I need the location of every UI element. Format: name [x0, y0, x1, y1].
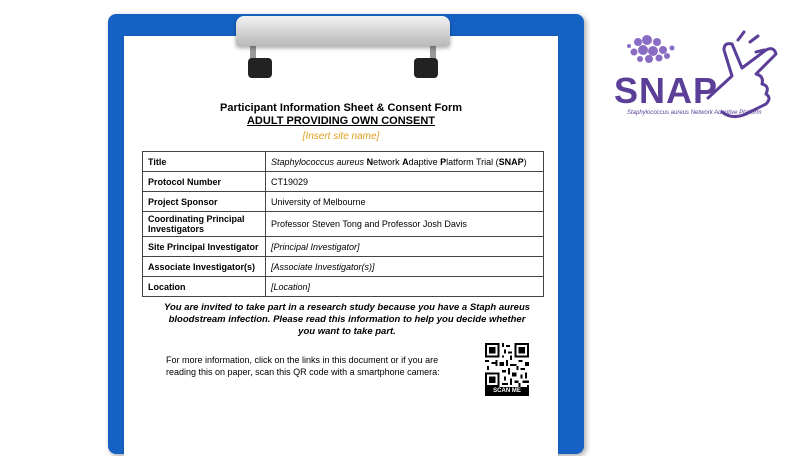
- title-fragment: etwork: [373, 156, 403, 167]
- row-value: CT19029: [266, 172, 544, 192]
- clip-right-foot: [414, 58, 438, 78]
- table-row: [143, 152, 544, 172]
- snap-logo-text: SNAP: [614, 70, 719, 111]
- more-info-text: For more information, click on the links in this document or if you are reading this on paper, scan this QR code with a smartphone camera:: [166, 355, 440, 377]
- title-fragment: ): [523, 156, 527, 167]
- table-row: [143, 172, 544, 192]
- title-fragment: N: [366, 156, 374, 167]
- form-heading: Participant Information Sheet & Consent Form: [219, 102, 463, 114]
- title-fragment: daptive: [408, 156, 441, 167]
- table-row: [143, 257, 544, 277]
- title-fragment: A: [402, 156, 409, 167]
- title-fragment: latform Trial (: [446, 156, 499, 167]
- row-label: Location: [143, 277, 266, 297]
- row-value: [Principal Investigator]: [266, 237, 544, 257]
- snap-logo-tagline: Staphylococcus aureus Network Adaptive Platform: [627, 110, 762, 116]
- table-row: [143, 277, 544, 297]
- row-value: [Associate Investigator(s)]: [266, 257, 544, 277]
- invitation-text: You are invited to take part in a research study because you have a Staph aureus bloodstream infection. Please read this information to help you decide whether you want to take part.: [163, 302, 531, 337]
- row-label: Site Principal Investigator: [143, 237, 266, 257]
- title-fragment: Staphylococcus aureus: [271, 156, 365, 167]
- row-label: Coordinating Principal Investigators: [143, 212, 266, 237]
- table-row: [143, 192, 544, 212]
- form-subheading: ADULT PROVIDING OWN CONSENT: [246, 115, 435, 127]
- row-value: Professor Steven Tong and Professor Josh Davis: [266, 212, 544, 237]
- row-label: Project Sponsor: [143, 192, 266, 212]
- row-value: University of Melbourne: [266, 192, 544, 212]
- table-row: [143, 237, 544, 257]
- title-fragment: P: [440, 156, 447, 167]
- row-value: [Location]: [266, 277, 544, 297]
- title-fragment: SNAP: [498, 156, 524, 167]
- study-info-table: [142, 151, 544, 297]
- clipboard-clip: [236, 16, 450, 46]
- row-label: Protocol Number: [143, 172, 266, 192]
- table-row: [143, 212, 544, 237]
- qr-code-icon[interactable]: [485, 343, 529, 387]
- clip-left-foot: [248, 58, 272, 78]
- row-value: [266, 152, 544, 172]
- row-label: Associate Investigator(s): [143, 257, 266, 277]
- site-name-placeholder: [Insert site name]: [302, 131, 380, 142]
- row-label: Title: [143, 152, 266, 172]
- qr-scan-label: SCAN ME: [485, 387, 529, 396]
